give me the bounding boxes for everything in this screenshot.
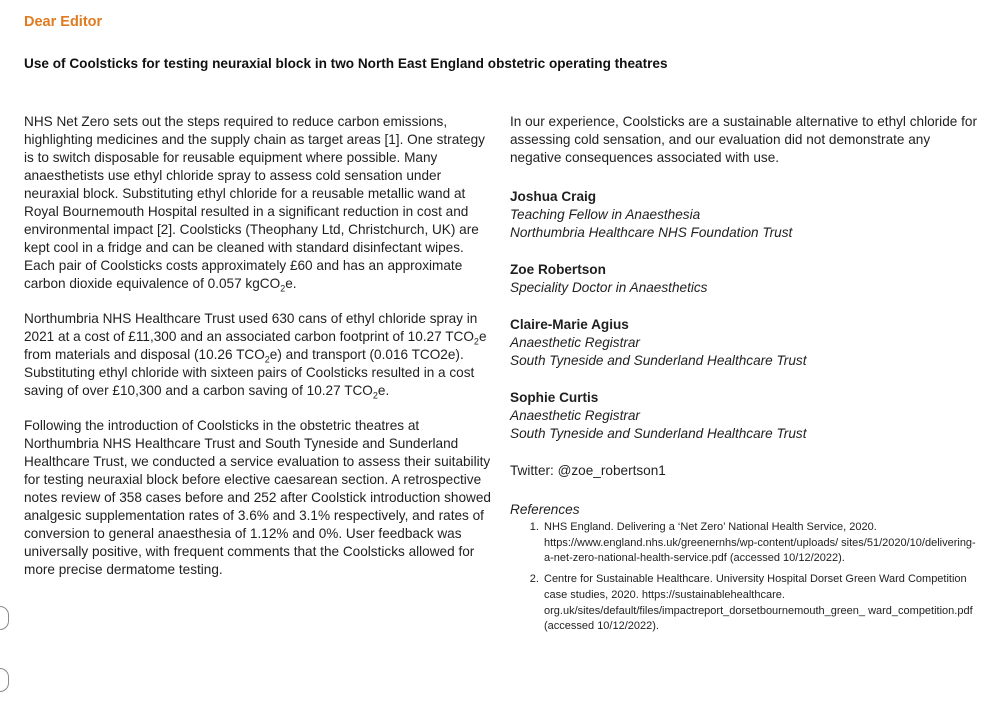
reference-item: 1. NHS England. Delivering a ‘Net Zero’ National Health Service, 2020. https://www.england.nhs.uk/greenernhs/wp-content/uploads/ sites/51/2020/10/delivering-a-net-zero-national-health-service.pdf (accessed 10/12/2022). — [542, 520, 980, 567]
author-affiliation: South Tyneside and Sunderland Healthcare Trust — [510, 353, 807, 368]
author-block — [510, 389, 980, 443]
author-role: Anaesthetic Registrar — [510, 408, 640, 423]
author-role: Speciality Doctor in Anaesthetics — [510, 280, 708, 295]
author-name: Zoe Robertson — [510, 262, 606, 277]
author-affiliation: South Tyneside and Sunderland Healthcare Trust — [510, 426, 807, 441]
twitter-handle: Twitter: @zoe_robertson1 — [510, 463, 666, 478]
paragraph-costs-text: e) and transport (0.016 TCO2e). Substituting ethyl chloride with sixteen pairs of Coolsticks resulted in a cost saving of over £10,300 and a carbon saving of 10.27 TCO — [24, 347, 475, 398]
references-list — [510, 520, 980, 635]
page-curl-mark — [0, 606, 9, 630]
author-block — [510, 261, 980, 297]
author-name: Claire-Marie Agius — [510, 317, 629, 332]
paragraph-intro-end: e. — [285, 276, 297, 291]
greeting: Dear Editor — [24, 14, 103, 30]
references-heading: References — [510, 502, 580, 517]
subscript: 2 — [280, 283, 286, 294]
author-name: Joshua Craig — [510, 189, 597, 204]
paragraph-intro-text: NHS Net Zero sets out the steps required to reduce carbon emissions, highlighting medicines and the supply chain as target areas [1]. One strategy is to switch disposable for reusable equipment where possible. Many anaesthetists use ethyl chloride spray to assess cold sensation under neuraxial block. Substituting ethyl chloride for a reusable metallic wand at Royal Bournemouth Hospital resulted in a significant reduction in cost and environmental impact [2]. Coolsticks (Theophany Ltd, Christchurch, UK) are kept cool in a fridge and can be cleaned with standard disinfectant wipes. Each pair of Coolsticks costs approximately £60 and has an approximate carbon dioxide equivalence of 0.057 kgCO — [24, 114, 485, 291]
author-name: Sophie Curtis — [510, 390, 599, 405]
author-role: Anaesthetic Registrar — [510, 335, 640, 350]
subscript: 2 — [264, 354, 270, 365]
paragraph-costs-end: e. — [377, 383, 390, 398]
reference-item: 2. Centre for Sustainable Healthcare. University Hospital Dorset Green Ward Competition case studies, 2020. https://sustainablehealthcare. org.uk/sites/default/files/impactreport_dorsetbournemouth_green_ ward_competition.pdf (accessed 10/12/2022). — [542, 572, 980, 635]
page-curl-mark — [0, 668, 9, 692]
paragraph-costs — [24, 310, 494, 400]
right-column — [510, 113, 980, 640]
paragraph-costs-text: Northumbria NHS Healthcare Trust used 630 cans of ethyl chloride spray in 2021 at a cost of £11,300 and an associated carbon footprint of 10.27 TCO — [24, 311, 478, 344]
subscript: 2 — [473, 336, 479, 347]
paragraph-evaluation: Following the introduction of Coolsticks in the obstetric theatres at Northumbria NHS Healthcare Trust and South Tyneside and Sunderland Healthcare Trust, we conducted a service evaluation to assess their suitability for testing neuraxial block before elective caesarean section. A retrospective notes review of 358 cases before and 252 after Coolstick introduction showed analgesic supplementation rates of 3.6% and 3.1% respectively, and rates of conversion to general anaesthesia of 1.12% and 0%. User feedback was universally positive, with frequent comments that the Coolsticks allowed for more precise dermatome testing. — [24, 418, 491, 577]
author-affiliation: Northumbria Healthcare NHS Foundation Trust — [510, 225, 793, 240]
left-column — [24, 113, 494, 596]
paragraph-conclusion: In our experience, Coolsticks are a sustainable alternative to ethyl chloride for assessing cold sensation, and our evaluation did not demonstrate any negative consequences associated with use. — [510, 114, 977, 165]
paragraph-intro — [24, 113, 494, 293]
letter-title: Use of Coolsticks for testing neuraxial block in two North East England obstetric operating theatres — [24, 56, 668, 71]
author-role: Teaching Fellow in Anaesthesia — [510, 207, 701, 222]
author-block — [510, 316, 980, 370]
paragraph-costs-text: e from materials and disposal (10.26 TCO — [24, 329, 487, 362]
author-block — [510, 188, 980, 242]
subscript: 2 — [372, 390, 378, 401]
